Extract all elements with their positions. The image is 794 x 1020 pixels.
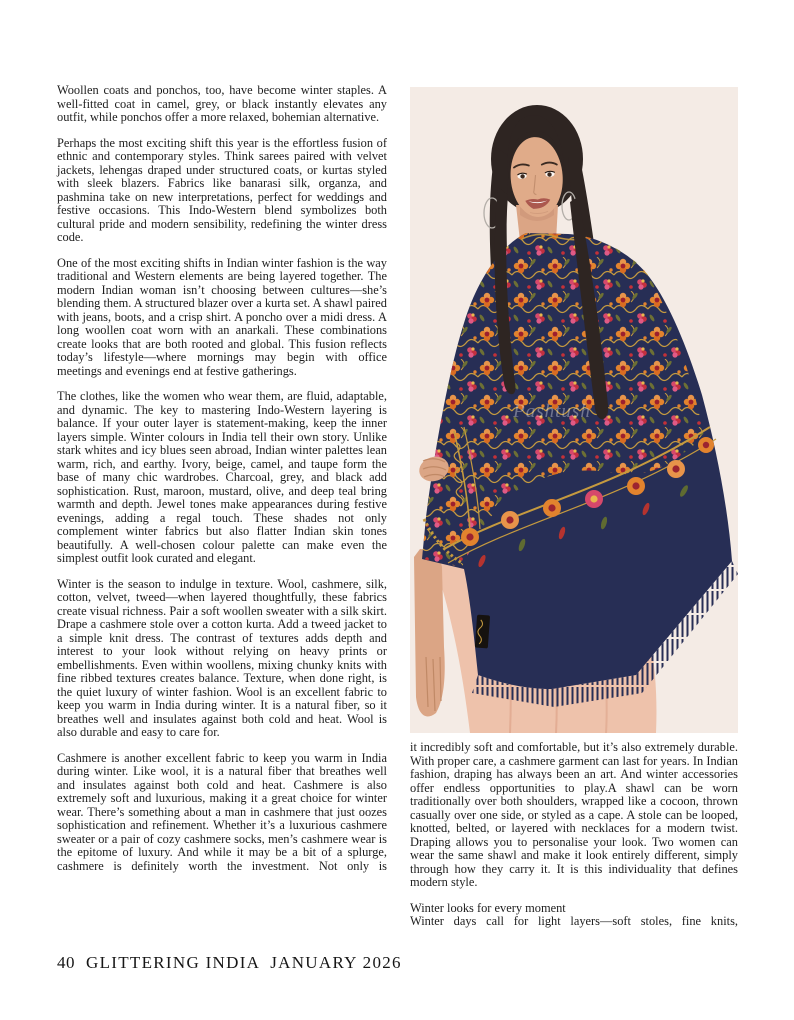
article-paragraph: Winter days call for light layers—soft stoles, fine knits, [410,914,738,928]
issue-date: JANUARY 2026 [270,953,402,972]
article-paragraph: Cashmere is another excellent fabric to keep you warm in India during winter. Like wool, it is a natural fiber that breathes well and insulates against both cold and heat. Cashmere is also extremely soft and luxurious, making it a great choice for winter wear. There’s something about a man in cashmere that just oozes sophistication and refinement. Whether it’s a luxurious cashmere sweater or a pair of cozy cashmere socks, men’s cashmere wear is the epitome of luxury. And while it may be a bit of a splurge, cashmere is definitely worth the investment. Not only is [57,750,387,873]
article-paragraph: Woollen coats and ponchos, too, have become winter staples. A well-fitted coat in camel, grey, or black instantly elevates any outfit, while ponchos offer a more relaxed, bohemian alternative. [57,83,387,124]
left-column [57,84,387,873]
fashion-photo-illustration [410,87,738,733]
fashion-photo [410,87,738,733]
page-footer [57,953,402,973]
model-arm [414,549,445,716]
watermark-text: Pashtush [513,401,591,422]
brand-label-tag [475,615,490,649]
article-paragraph: One of the most exciting shifts in Indian winter fashion is the way traditional and Western elements are being layered together. The modern Indian woman isn’t choosing between cultures—she’s blending them. A structured blazer over a kurta set. A shawl paired with jeans, boots, and a crisp shirt. A poncho over a midi dress. A long woollen coat worn with an anarkali. These combinations create looks that are both rooted and global. This fusion reflects today’s lifestyle—where mornings may begin with office meetings and evenings end at festive gatherings. [57,255,387,378]
article-paragraph: Winter is the season to indulge in texture. Wool, cashmere, silk, cotton, velvet, tweed—when layered thoughtfully, these fabrics create visual richness. Pair a soft woollen sweater with a silk skirt. Drape a cashmere stole over a cotton kurta. Add a tweed jacket to a simple knit dress. The contrast of textures adds depth and interest to your look without relying on heavy prints or embellishments. Even within woollens, mixing chunky knits with fine ribbed textures creates balance. Texture, when done right, is the quiet luxury of winter fashion. Wool is an excellent fabric to keep you warm in India during winter. It is a natural fiber, so it breathes well and insulates against both cold and heat. Wool is also durable and easy to care for. [57,576,387,739]
section-heading: Winter looks for every moment [410,900,566,915]
article-paragraph: it incredibly soft and comfortable, but it’s also extremely durable. With proper care, a cashmere garment can last for years. In Indian fashion, draping has always been an art. And winter accessories offer endless opportunities to play.A shawl can be worn traditionally over both shoulders, wrapped like a cocoon, thrown casually over one side, or styled as a cape. A stole can be looped, knotted, belted, or layered with necklaces for a modern twist. Draping allows you to personalise your look. Two women can wear the same shawl and make it look entirely different, simply through how they carry it. It is this individuality that defines modern style. [410,740,738,889]
right-column [410,87,738,929]
article-paragraph: Perhaps the most exciting shift this year is the effortless fusion of ethnic and contemporary styles. Think sarees paired with velvet jackets, lehengas draped under structured coats, or kurtas styled with sleek blazers. Fabrics like banarasi silk, organza, and pashmina take on new interpretations, perfect for weddings and festive occasions. This Indo-Western blend symbolizes both cultural pride and modern sensibility, redefining the winter dress code. [57,135,387,244]
magazine-title: GLITTERING INDIA [86,953,261,972]
page-number: 40 [57,953,75,972]
article-paragraph: The clothes, like the women who wear them, are fluid, adaptable, and dynamic. The key to mastering Indo-Western layering is balance. If your outer layer is statement-making, keep the inner layers simple. Winter colours in India tell their own story. Unlike stark whites and icy blues seen abroad, Indian winter palettes lean warm, rich, and earthy. Ivory, beige, camel, and taupe form the base of many chic wardrobes. Charcoal, grey, and black add sophistication. Rust, maroon, mustard, olive, and deep teal bring warmth and depth. Jewel tones make appearances during festive evenings, adding a regal touch. These shades not only complement winter fabrics but also flatter Indian skin tones beautifully. A well-chosen colour palette can make even the simplest outfit look curated and elegant. [57,389,387,565]
